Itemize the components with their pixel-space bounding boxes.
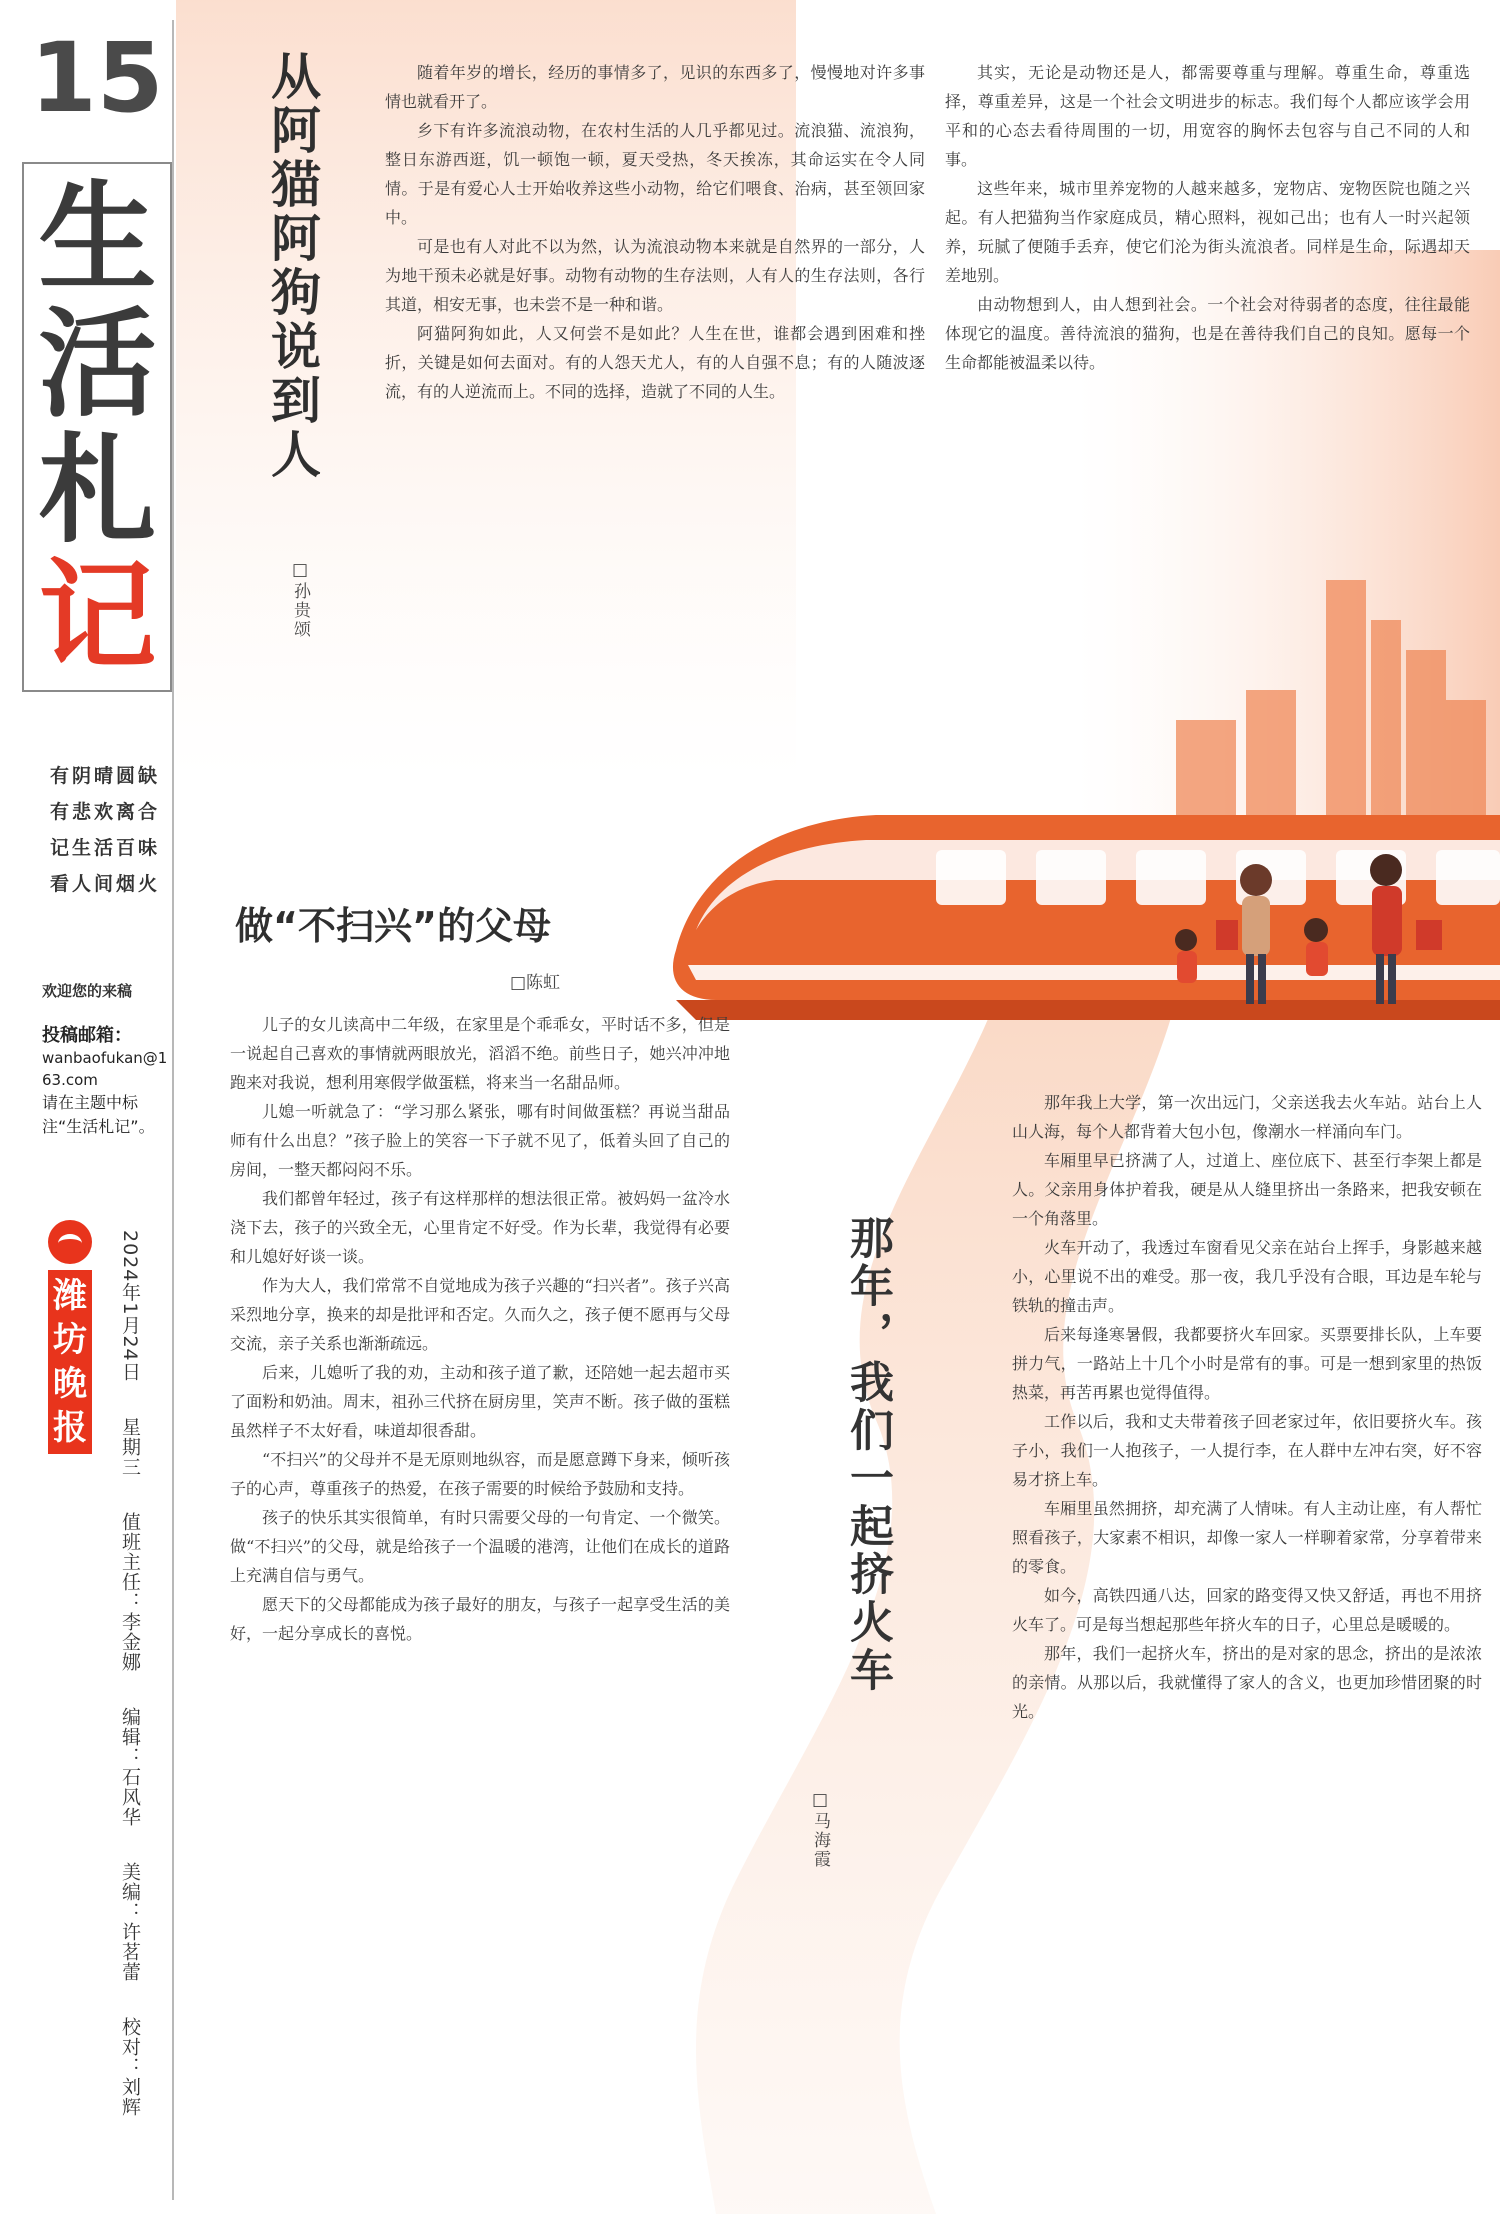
- article2-byline: □陈虹: [510, 973, 561, 993]
- article2-column: [230, 1010, 730, 2200]
- article1-paragraph: 由动物想到人，由人想到社会。一个社会对待弱者的态度，往往最能体现它的温度。善待流浪的猫狗，也是在善待我们自己的良知。愿每一个生命都能被温柔以待。: [945, 295, 1470, 372]
- article1-byline: □孙贵颂: [290, 560, 310, 639]
- article3-paragraph: 工作以后，我和丈夫带着孩子回老家过年，依旧要挤火车。孩子小，我们一人抱孩子，一人提行李，在人群中左冲右突，好不容易才挤上车。: [1012, 1412, 1482, 1489]
- article1-paragraph: 这些年来，城市里养宠物的人越来越多，宠物店、宠物医院也随之兴起。有人把猫狗当作家庭成员，精心照料，视如己出；也有人一时兴起领养，玩腻了便随手丢弃，使它们沦为街头流浪者。同样是生命，际遇却天差地别。: [945, 179, 1470, 285]
- logo-name: 潍坊晚报: [48, 1270, 92, 1454]
- proofreader: 校对：刘辉: [119, 2016, 141, 2117]
- article2-paragraph: 儿子的女儿读高中二年级，在家里是个乖乖女，平时话不多，但是一说起自己喜欢的事情就两眼放光，滔滔不绝。前些日子，她兴冲冲地跑来对我说，想利用寒假学做蛋糕，将来当一名甜品师。: [230, 1015, 730, 1092]
- article3-title: 那年，我们一起挤火车: [842, 1215, 893, 1695]
- article3-paragraph: 如今，高铁四通八达，回家的路变得又快又舒适，再也不用挤火车了。可是每当想起那些年挤火车的日子，心里总是暖暖的。: [1012, 1586, 1482, 1634]
- motto-line: 有阴晴圆缺: [50, 765, 161, 787]
- article1-column-1: [385, 58, 925, 768]
- article1-column-2: [945, 58, 1470, 678]
- section-char: 生: [38, 169, 157, 307]
- article2-paragraph: 愿天下的父母都能成为孩子最好的朋友，与孩子一起享受生活的美好，一起分享成长的喜悦。: [230, 1595, 730, 1643]
- motto-line: 记生活百味: [50, 837, 161, 859]
- issue-meta: [108, 1230, 152, 2180]
- article1-paragraph: 随着年岁的增长，经历的事情多了，见识的东西多了，慢慢地对许多事情也就看开了。: [385, 63, 925, 111]
- art-editor: 美编：许茗蕾: [119, 1861, 141, 1982]
- issue-date: 2024年1月24日: [119, 1230, 141, 1382]
- contribution-email[interactable]: wanbaofukan@163.com: [42, 1049, 168, 1089]
- article3-paragraph: 那年，我们一起挤火车，挤出的是对家的思念，挤出的是浓浓的亲情。从那以后，我就懂得了家人的含义，也更加珍惜团聚的时光。: [1012, 1644, 1482, 1721]
- article2-paragraph: 我们都曾年轻过，孩子有这样那样的想法很正常。被妈妈一盆冷水浇下去，孩子的兴致全无，心里肯定不好受。作为长辈，我觉得有必要和儿媳好好谈一谈。: [230, 1189, 730, 1266]
- article2-paragraph: “不扫兴”的父母并不是无原则地纵容，而是愿意蹲下身来，倾听孩子的心声，尊重孩子的热爱，在孩子需要的时候给予鼓励和支持。: [230, 1450, 730, 1498]
- section-char: 记: [38, 547, 157, 685]
- article3-paragraph: 后来每逢寒暑假，我都要挤火车回家。买票要排长队，上车要拼力气，一路站上十几个小时是常有的事。可是一想到家里的热饭热菜，再苦再累也觉得值得。: [1012, 1325, 1482, 1402]
- issue-weekday: 星期三: [119, 1416, 141, 1477]
- article3-paragraph: 车厢里早已挤满了人，过道上、座位底下、甚至行李架上都是人。父亲用身体护着我，硬是从人缝里挤出一条路来，把我安顿在一个角落里。: [1012, 1151, 1482, 1228]
- sidebar-divider: [172, 20, 174, 2200]
- contribution-title: 欢迎您的来稿: [42, 982, 133, 1000]
- article3-paragraph: 那年我上大学，第一次出远门，父亲送我去火车站。站台上人山人海，每个人都背着大包小包，像潮水一样涌向车门。: [1012, 1093, 1482, 1141]
- email-label: 投稿邮箱：: [42, 1025, 132, 1046]
- duty-editor: 值班主任：李金娜: [119, 1511, 141, 1672]
- article3-column: [1012, 1088, 1482, 2198]
- article2-paragraph: 作为大人，我们常常不自觉地成为孩子兴趣的“扫兴者”。孩子兴高采烈地分享，换来的却是批评和否定。久而久之，孩子便不愿再与父母交流，亲子关系也渐渐疏远。: [230, 1276, 730, 1353]
- article2-paragraph: 儿媳一听就急了：“学习那么紧张，哪有时间做蛋糕？再说当甜品师有什么出息？”孩子脸上的笑容一下子就不见了，低着头回了自己的房间，一整天都闷闷不乐。: [230, 1102, 730, 1179]
- article1-title: 从阿猫阿狗说到人: [263, 50, 321, 482]
- article1-paragraph: 阿猫阿狗如此，人又何尝不是如此？人生在世，谁都会遇到困难和挫折，关键是如何去面对。有的人怨天尤人，有的人自强不息；有的人随波逐流，有的人逆流而上。不同的选择，造就了不同的人生。: [385, 324, 925, 401]
- contribution-note: 请在主题中标注“生活札记”。: [42, 1093, 155, 1136]
- article2-paragraph: 孩子的快乐其实很简单，有时只需要父母的一句肯定、一个微笑。做“不扫兴”的父母，就是给孩子一个温暖的港湾，让他们在成长的道路上充满自信与勇气。: [230, 1508, 730, 1585]
- editor: 编辑：石风华: [119, 1706, 141, 1827]
- section-char: 札: [38, 421, 157, 559]
- newspaper-logo: [48, 1220, 98, 1454]
- section-title: [30, 169, 165, 685]
- article2-title: 做“不扫兴”的父母: [235, 904, 551, 948]
- article2-paragraph: 后来，儿媳听了我的劝，主动和孩子道了歉，还陪她一起去超市买了面粉和奶油。周末，祖孙三代挤在厨房里，笑声不断。孩子做的蛋糕虽然样子不太好看，味道却很香甜。: [230, 1363, 730, 1440]
- motto-line: 看人间烟火: [50, 873, 161, 895]
- contribution-info: [42, 980, 172, 1139]
- article1-paragraph: 其实，无论是动物还是人，都需要尊重与理解。尊重生命，尊重选择，尊重差异，这是一个社会文明进步的标志。我们每个人都应该学会用平和的心态去看待周围的一切，用宽容的胸怀去包容与自己不同的人和事。: [945, 63, 1470, 169]
- article3-paragraph: 火车开动了，我透过车窗看见父亲在站台上挥手，身影越来越小，心里说不出的难受。那一夜，我几乎没有合眼，耳边是车轮与铁轨的撞击声。: [1012, 1238, 1482, 1315]
- article3-byline: □马海霞: [810, 1790, 830, 1869]
- article1-paragraph: 乡下有许多流浪动物，在农村生活的人几乎都见过。流浪猫、流浪狗，整日东游西逛，饥一顿饱一顿，夏天受热，冬天挨冻，其命运实在令人同情。于是有爱心人士开始收养这些小动物，给它们喂食、治病，甚至领回家中。: [385, 121, 925, 227]
- logo-icon: [48, 1220, 92, 1264]
- section-motto: [50, 758, 170, 902]
- page-number: 15: [30, 22, 164, 134]
- section-char: 活: [38, 295, 157, 433]
- article3-paragraph: 车厢里虽然拥挤，却充满了人情味。有人主动让座，有人帮忙照看孩子，大家素不相识，却像一家人一样聊着家常，分享着带来的零食。: [1012, 1499, 1482, 1576]
- article1-paragraph: 可是也有人对此不以为然，认为流浪动物本来就是自然界的一部分，人为地干预未必就是好事。动物有动物的生存法则，人有人的生存法则，各行其道，相安无事，也未尝不是一种和谐。: [385, 237, 925, 314]
- motto-line: 有悲欢离合: [50, 801, 161, 823]
